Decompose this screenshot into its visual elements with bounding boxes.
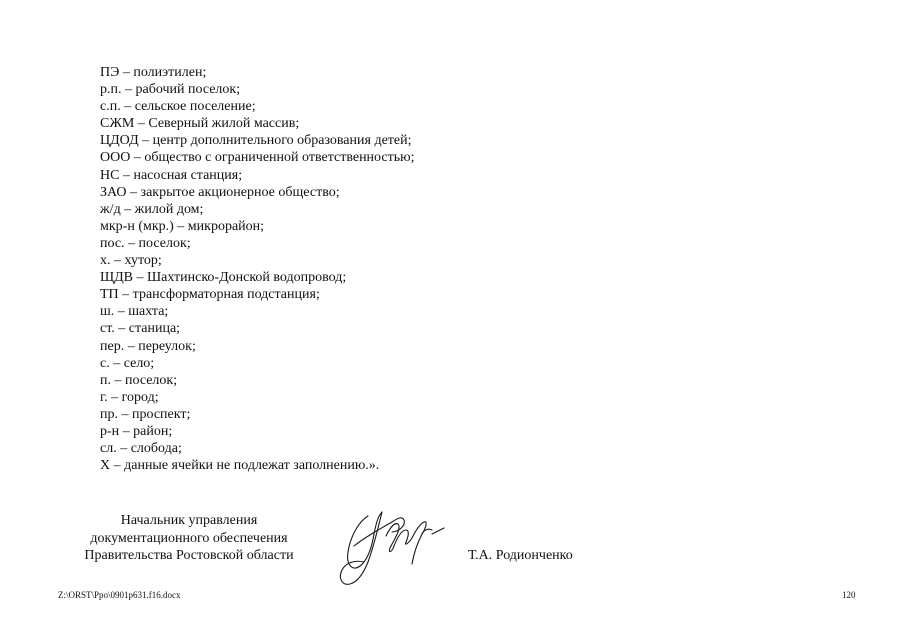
abbreviation-item: СЖМ – Северный жилой массив; bbox=[100, 116, 300, 132]
abbreviation-item: р-н – район; bbox=[100, 423, 173, 439]
abbreviation-item: пер. – переулок; bbox=[100, 338, 196, 354]
abbreviation-item: ЗАО – закрытое акционерное общество; bbox=[100, 184, 340, 200]
abbreviation-item: ст. – станица; bbox=[100, 321, 181, 337]
document-file-path: Z:\ORST\Ppo\0901p631.f16.docx bbox=[58, 590, 181, 600]
abbreviation-item: п. – поселок; bbox=[100, 372, 178, 388]
abbreviation-item: пос. – поселок; bbox=[100, 235, 191, 251]
signatory-name: Т.А. Родионченко bbox=[468, 548, 573, 563]
abbreviation-item: Х – данные ячейки не подлежат заполнению.». bbox=[100, 458, 380, 474]
signatory-position-line: Начальник управления bbox=[120, 513, 258, 528]
signatory-position-line: документационного обеспечения bbox=[90, 530, 288, 546]
abbreviation-item: НС – насосная станция; bbox=[100, 167, 243, 183]
abbreviation-item: г. – город; bbox=[100, 389, 159, 405]
abbreviation-item: мкр-н (мкр.) – микрорайон; bbox=[100, 218, 265, 234]
abbreviation-item: ЦДОД – центр дополнительного образования детей; bbox=[100, 133, 412, 149]
abbreviation-item: с.п. – сельское поселение; bbox=[100, 99, 256, 115]
abbreviation-item: ПЭ – полиэтилен; bbox=[100, 65, 207, 80]
page-number: 120 bbox=[842, 590, 856, 600]
abbreviation-list bbox=[100, 64, 620, 474]
abbreviation-item: пр. – проспект; bbox=[100, 406, 191, 422]
abbreviation-item: ж/д – жилой дом; bbox=[100, 201, 204, 217]
abbreviation-item: ш. – шахта; bbox=[100, 304, 169, 320]
abbreviation-item: х. – хутор; bbox=[100, 253, 162, 269]
abbreviation-item: р.п. – рабочий поселок; bbox=[100, 82, 241, 98]
handwritten-signature bbox=[328, 500, 450, 586]
abbreviation-item: ЩДВ – Шахтинско-Донской водопровод; bbox=[100, 270, 347, 286]
signatory-position-line: Правительства Ростовской области bbox=[84, 548, 294, 563]
abbreviation-item: ТП – трансформаторная подстанция; bbox=[100, 287, 320, 303]
abbreviation-item: сл. – слобода; bbox=[100, 441, 182, 457]
signatory-position bbox=[58, 512, 320, 565]
abbreviation-item: ООО – общество с ограниченной ответственностью; bbox=[100, 150, 415, 166]
abbreviation-item: с. – село; bbox=[100, 355, 155, 371]
